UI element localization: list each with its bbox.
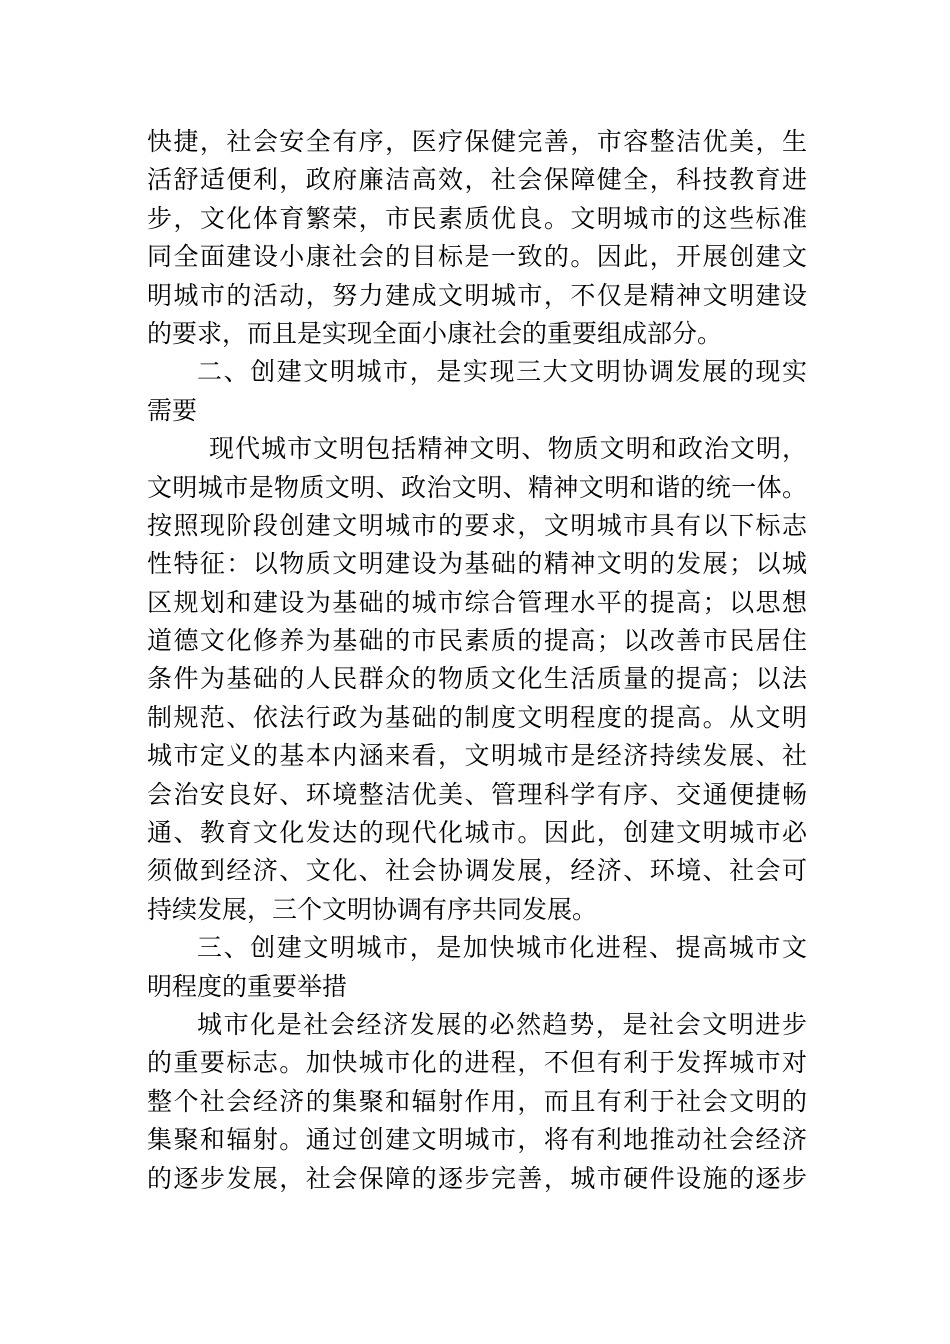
text-line: 制规范、依法行政为基础的制度文明程度的提高。从文明 [147,702,807,732]
body-text [147,123,807,1198]
text-line: 整个社会经济的集聚和辐射作用，而且有利于社会文明的 [147,1086,807,1116]
text-line: 按照现阶段创建文明城市的要求，文明城市具有以下标志 [147,510,807,540]
text-line: 的逐步发展，社会保障的逐步完善，城市硬件设施的逐步 [147,1163,807,1193]
section-heading-3-cont: 明程度的重要举措 [147,971,348,1001]
text-line: 的重要标志。加快城市化的进程，不但有利于发挥城市对 [147,1048,807,1078]
text-line: 步，文化体育繁荣，市民素质优良。文明城市的这些标准 [147,203,807,233]
text-line: 性特征：以物质文明建设为基础的精神文明的发展；以城 [147,549,807,579]
text-line: 持续发展，三个文明协调有序共同发展。 [147,894,598,924]
text-line: 会治安良好、环境整洁优美、管理科学有序、交通便捷畅 [147,779,807,809]
text-line: 同全面建设小康社会的目标是一致的。因此，开展创建文 [147,242,807,272]
section-heading-2: 二、创建文明城市，是实现三大文明协调发展的现实 [197,357,807,387]
text-line: 文明城市是物质文明、政治文明、精神文明和谐的统一体。 [147,472,807,502]
text-line: 集聚和辐射。通过创建文明城市，将有利地推动社会经济 [147,1125,807,1155]
text-line: 须做到经济、文化、社会协调发展，经济、环境、社会可 [147,856,807,886]
text-line: 条件为基础的人民群众的物质文化生活质量的提高；以法 [147,664,807,694]
text-line: 快捷，社会安全有序，医疗保健完善，市容整洁优美，生 [147,127,807,156]
text-line: 城市化是社会经济发展的必然趋势，是社会文明进步 [197,1009,807,1039]
text-line: 道德文化修养为基础的市民素质的提高；以改善市民居住 [147,626,807,656]
text-line: 的要求，而且是实现全面小康社会的重要组成部分。 [147,318,723,348]
text-line: 通、教育文化发达的现代化城市。因此，创建文明城市必 [147,818,807,848]
text-line: 城市定义的基本内涵来看，文明城市是经济持续发展、社 [147,741,807,771]
text-line: 区规划和建设为基础的城市综合管理水平的提高；以思想 [147,587,807,617]
text-line: 活舒适便利，政府廉洁高效，社会保障健全，科技教育进 [147,165,807,195]
section-heading-2-cont: 需要 [147,395,198,425]
section-heading-3: 三、创建文明城市，是加快城市化进程、提高城市文 [197,933,807,963]
text-line: 明城市的活动，努力建成文明城市，不仅是精神文明建设 [147,280,807,310]
text-line: 现代城市文明包括精神文明、物质文明和政治文明， [209,434,807,464]
